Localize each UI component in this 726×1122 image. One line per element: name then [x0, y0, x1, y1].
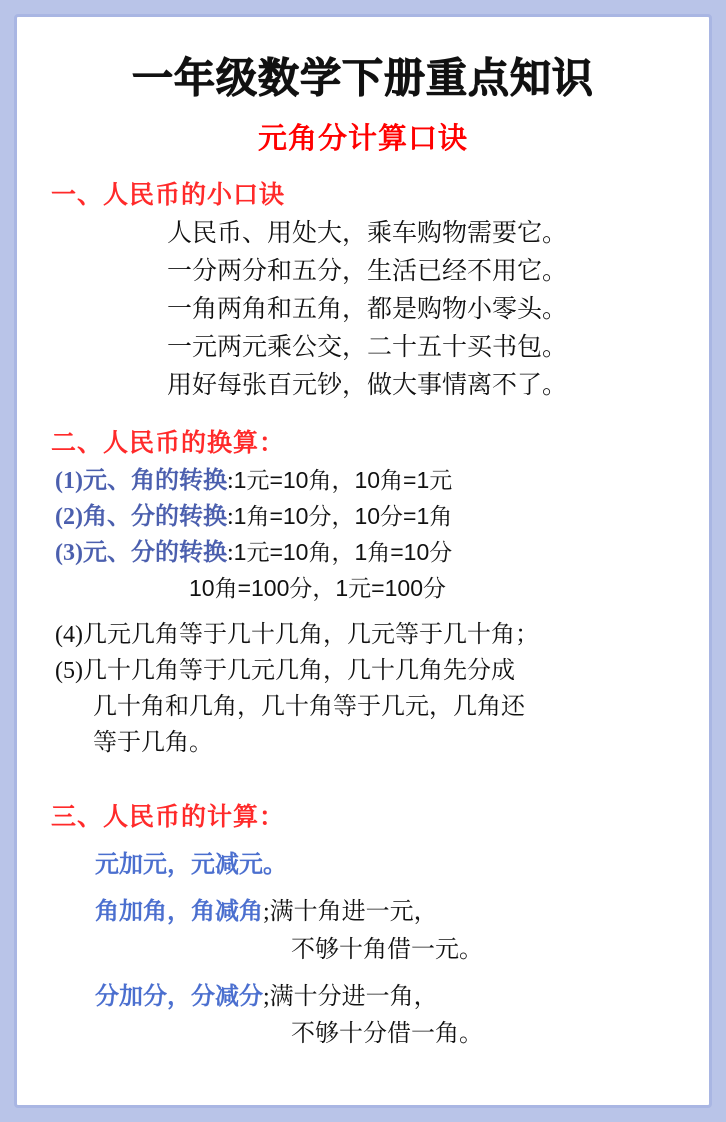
- item-value: 1角=10分，10分=1角: [233, 503, 453, 530]
- conversion-item-5-line3: 等于几角。: [93, 730, 213, 757]
- item-label: 角、分的转换: [82, 504, 227, 531]
- item-number: (1): [55, 468, 83, 495]
- poem-line: 用好每张百元钞，做大事情离不了。: [166, 372, 567, 400]
- calc-rest-text: ;满十角进一元，: [263, 899, 438, 926]
- page-subtitle: 元角分计算口诀: [257, 123, 468, 156]
- calc-row-yuan: [95, 847, 687, 884]
- item-value: 1元=10角，1角=10分: [233, 539, 453, 566]
- page-title: 一年级数学下册重点知识: [132, 55, 594, 101]
- conversion-item-4: (4)几元几角等于几十几角，几元等于几十角；: [55, 622, 539, 649]
- calc-blue-text: 分加分，分减分: [95, 983, 263, 1010]
- calc-row-fen-continued: 不够十分借一角。: [291, 1020, 483, 1047]
- item-label: 元、分的转换: [82, 540, 227, 567]
- calc-rest-text: ;满十分进一角，: [263, 983, 438, 1010]
- calc-blue-text: 角加角，角减角: [95, 899, 263, 926]
- conversion-item-5: (5)几十几角等于几元几角，几十几角先分成: [55, 658, 515, 685]
- poem-line: 一角两角和五角，都是购物小零头。: [166, 296, 567, 324]
- conversion-item-1: [55, 463, 687, 499]
- conversion-item-5-line2: 几十角和几角，几十角等于几元，几角还: [93, 694, 525, 721]
- calc-row-jiao-continued: 不够十角借一元。: [291, 936, 483, 963]
- poem-line: 一分两分和五分，生活已经不用它。: [166, 258, 567, 286]
- calc-blue-text: 元加元，元减元。: [95, 852, 287, 879]
- item-colon: :: [226, 504, 234, 531]
- conversion-item-2: [55, 499, 687, 535]
- item-colon: :: [226, 468, 234, 495]
- section-2-heading: 二、人民币的换算：: [51, 430, 286, 458]
- conversion-item-3: [55, 535, 687, 571]
- item-value: 1元=10角，10角=1元: [233, 467, 453, 494]
- item-number: (3): [55, 540, 83, 567]
- item-colon: :: [226, 540, 234, 567]
- document-body: [17, 17, 709, 1063]
- document-page: [14, 14, 712, 1108]
- poem-line: 人民币、用处大，乘车购物需要它。: [166, 220, 567, 248]
- poem-line: 一元两元乘公交，二十五十买书包。: [166, 334, 567, 362]
- item-label: 元、角的转换: [82, 468, 227, 495]
- section-1-poem: [39, 215, 687, 405]
- calc-row-fen: [95, 979, 687, 1016]
- calc-row-jiao: [95, 894, 687, 931]
- conversion-item-3-continued: [189, 571, 687, 607]
- section-3-heading: 三、人民币的计算：: [51, 804, 286, 832]
- item-number: (2): [55, 504, 83, 531]
- section-1-heading: 一、人民币的小口诀: [51, 182, 286, 210]
- item-value-continued: 10角=100分，1元=100分: [189, 575, 446, 602]
